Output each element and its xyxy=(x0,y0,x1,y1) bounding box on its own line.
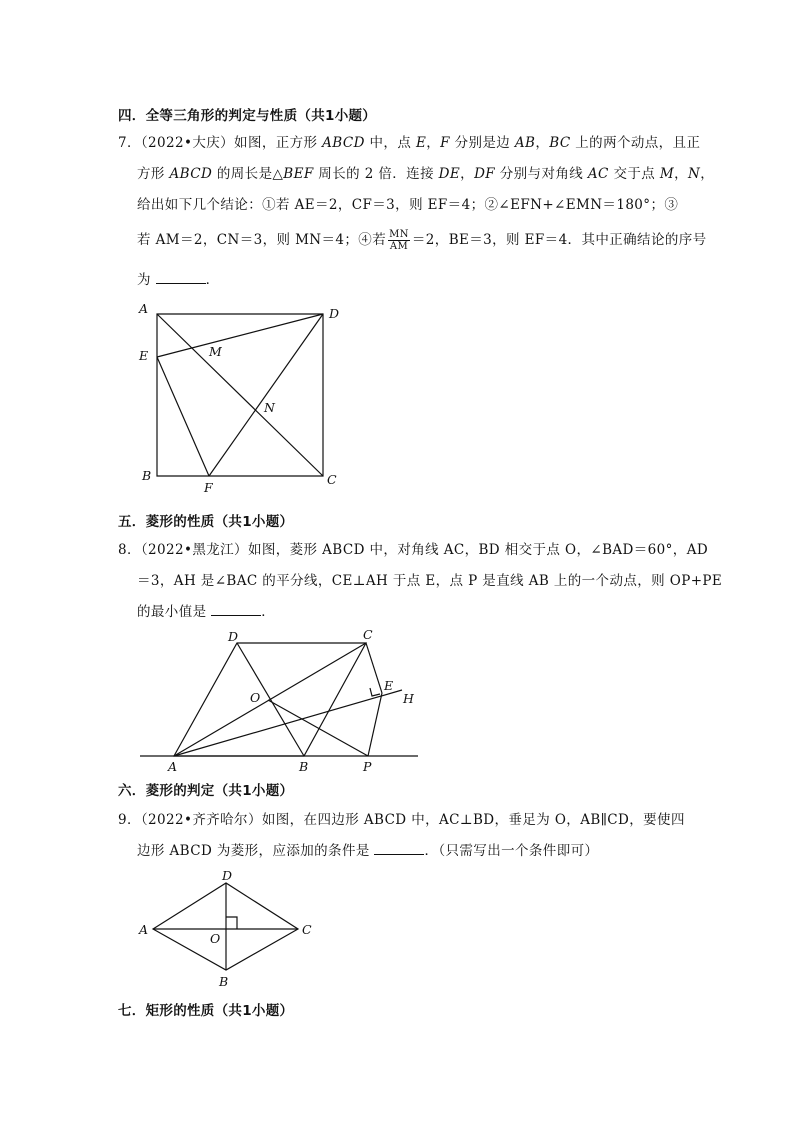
q8-line-3: 的最小值是 ． xyxy=(137,604,276,620)
q7-line-1: 7．（2022•大庆）如图，正方形 ABCD 中，点 E，F 分别是边 AB，BC 上的两个动点，且正 xyxy=(118,135,701,151)
q7-line-4: 若 AM＝2，CN＝3，则 MN＝4；④若 $\frac{MN}{AM}$ ＝2，BE＝3，则 EF＝4．其中正确结论的序号 xyxy=(137,229,707,252)
label-b: B xyxy=(299,759,309,774)
segment-ef xyxy=(157,357,209,476)
label-e: E xyxy=(139,348,149,363)
label-b: B xyxy=(219,974,229,989)
q7-line-3: 给出如下几个结论：①若 AE＝2，CF＝3，则 EF＝4；②∠EFN+∠EMN＝180°；③ xyxy=(137,197,679,213)
label-e: E xyxy=(384,678,394,693)
label-p: P xyxy=(363,759,372,774)
bisector-ah xyxy=(174,690,402,756)
label-d: D xyxy=(222,868,233,883)
right-angle-mark xyxy=(370,688,380,696)
label-a: A xyxy=(139,922,149,937)
diagonal-ac xyxy=(174,643,366,756)
square-abcd xyxy=(157,314,323,476)
label-d: D xyxy=(329,306,340,321)
label-b: B xyxy=(142,468,152,483)
label-f: F xyxy=(204,480,213,495)
q9-line-1: 9．（2022•齐齐哈尔）如图，在四边形 ABCD 中，AC⊥BD，垂足为 O，AB∥CD，要使四 xyxy=(118,812,685,828)
label-a: A xyxy=(168,759,178,774)
segment-ep xyxy=(368,693,382,756)
segment-ce xyxy=(366,643,382,693)
q7-line-2: 方形 ABCD 的周长是△BEF 周长的 2 倍．连接 DE，DF 分别与对角线 AC 交于点 M，N， xyxy=(137,166,715,182)
quadrilateral-abcd xyxy=(153,883,298,970)
label-n: N xyxy=(264,400,275,415)
rhombus-abcd xyxy=(174,643,366,756)
q9-line-2: 边形 ABCD 为菱形，应添加的条件是 ．（只需写出一个条件即可） xyxy=(137,843,599,859)
segment-df xyxy=(209,314,323,476)
answer-blank xyxy=(374,842,424,855)
answer-blank xyxy=(156,271,206,284)
section-heading-7: 七．矩形的性质（共1小题） xyxy=(118,1003,294,1019)
label-c: C xyxy=(327,472,337,487)
right-angle-mark xyxy=(226,917,237,929)
segment-de xyxy=(157,314,323,357)
diagonal-ac xyxy=(157,314,323,476)
q7-line-5: 为 ． xyxy=(137,272,220,288)
section-heading-5: 五．菱形的性质（共1小题） xyxy=(118,514,294,530)
label-d: D xyxy=(228,629,239,644)
label-a: A xyxy=(139,301,149,316)
label-c: C xyxy=(302,922,312,937)
segment-op xyxy=(268,700,368,756)
label-h: H xyxy=(403,691,414,706)
label-o: O xyxy=(210,931,221,946)
answer-blank xyxy=(211,603,261,616)
section-heading-4: 四．全等三角形的判定与性质（共1小题） xyxy=(118,108,377,124)
label-o: O xyxy=(250,690,261,705)
label-c: C xyxy=(363,627,373,642)
fraction-mn-am: $\frac{MN}{AM}$ xyxy=(389,229,409,252)
label-m: M xyxy=(209,344,222,359)
section-heading-6: 六．菱形的判定（共1小题） xyxy=(118,783,294,799)
q8-line-2: ＝3，AH 是∠BAC 的平分线，CE⊥AH 于点 E，点 P 是直线 AB 上的一个动点，则 OP+PE xyxy=(137,573,723,589)
q8-line-1: 8．（2022•黑龙江）如图，菱形 ABCD 中，对角线 AC，BD 相交于点 O，∠BAD＝60°，AD xyxy=(118,542,709,558)
diagonal-bd xyxy=(237,643,304,756)
